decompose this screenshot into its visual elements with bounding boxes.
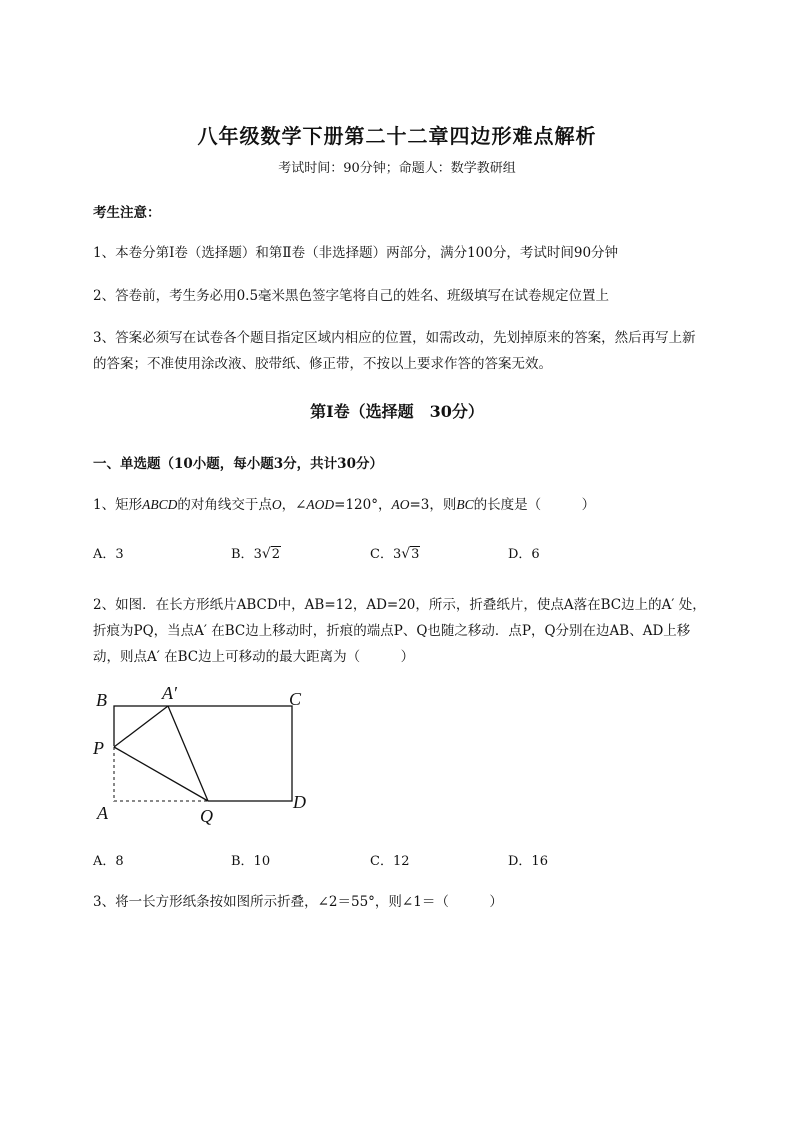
q1-mid4: =3，则 [409, 497, 457, 513]
q1-aod: AOD [306, 497, 335, 512]
q2-option-b: B．10 [231, 854, 271, 869]
question-2-line-1: 2、如图．在长方形纸片ABCD中，AB=12，AD=20，所示，折叠纸片，使点A落在BC边上的A′ 处， [93, 597, 706, 613]
part-heading: 一、单选题（10小题，每小题3分，共计30分） [93, 456, 383, 472]
radical-icon: √ [261, 546, 271, 562]
q1-option-b-coef: 3 [253, 547, 262, 562]
label-b: B [96, 690, 107, 710]
q1-option-c-radicand: 3 [411, 547, 420, 562]
question-2-line-2: 折痕为PQ，当点A′ 在BC边上移动时，折痕的端点P、Q也随之移动．点P，Q分别在边AB、AD上移 [93, 623, 691, 639]
label-a: A [97, 803, 108, 823]
q1-option-c-label: C． [370, 547, 393, 562]
notice-item-3: 3、答案必须写在试卷各个题目指定区域内相应的位置，如需改动，先划掉原来的答案，然后再写上新 [93, 330, 696, 346]
q1-mid3: =120°， [334, 497, 392, 513]
notice-item-1: 1、本卷分第I卷（选择题）和第Ⅱ卷（非选择题）两部分，满分100分，考试时间90分钟 [93, 245, 619, 261]
q1-mid1: 的对角线交于点 [177, 497, 272, 513]
segment-a-prime-q [168, 706, 208, 801]
q2-option-a: A．8 [93, 854, 124, 869]
label-a-prime: A′ [162, 683, 177, 703]
notice-item-3-cont: 的答案；不准使用涂改液、胶带纸、修正带，不按以上要求作答的答案无效。 [93, 356, 552, 372]
q1-o: O [271, 497, 282, 512]
q1-suffix: 的长度是（ ） [473, 497, 596, 513]
section-title: 第I卷（选择题 30分） [310, 402, 484, 421]
q1-option-c [370, 543, 420, 562]
notice-heading: 考生注意： [93, 205, 161, 221]
q1-option-b-label: B． [231, 547, 254, 562]
page-title: 八年级数学下册第二十二章四边形难点解析 [197, 124, 597, 148]
q2-option-d: D．16 [508, 854, 548, 869]
q1-option-c-coef: 3 [392, 547, 402, 562]
page-subtitle: 考试时间：90分钟；命题人：数学教研组 [278, 161, 516, 176]
question-1 [93, 493, 595, 513]
notice-item-2: 2、答卷前，考生务必用0.5毫米黑色签字笔将自己的姓名、班级填写在试卷规定位置上 [93, 288, 610, 304]
rectangle-abcd [114, 706, 292, 801]
q1-ao: AO [391, 497, 410, 512]
segment-pa-prime [114, 706, 168, 747]
radical-icon: √ [401, 546, 411, 562]
crease-pq [114, 747, 208, 801]
q1-option-b-radicand: 2 [271, 547, 281, 562]
q1-option-b [231, 543, 281, 562]
label-q: Q [200, 806, 213, 826]
q1-option-d: D．6 [508, 547, 540, 562]
question-2-line-3: 动，则点A′ 在BC边上可移动的最大距离为（ ） [93, 649, 415, 665]
q2-figure [80, 676, 340, 836]
label-c: C [289, 689, 302, 709]
question-3: 3、将一长方形纸条按如图所示折叠，∠2＝55°，则∠1＝（ ） [93, 894, 503, 910]
q1-bc: BC [456, 497, 474, 512]
q1-mid2: ，∠ [281, 497, 307, 513]
q1-prefix: 1、矩形 [93, 497, 143, 513]
q2-option-c: C．12 [370, 854, 410, 869]
q1-abcd: ABCD [142, 497, 178, 512]
label-p: P [93, 738, 104, 758]
q1-option-a: A．3 [93, 547, 124, 562]
label-d: D [293, 792, 306, 812]
